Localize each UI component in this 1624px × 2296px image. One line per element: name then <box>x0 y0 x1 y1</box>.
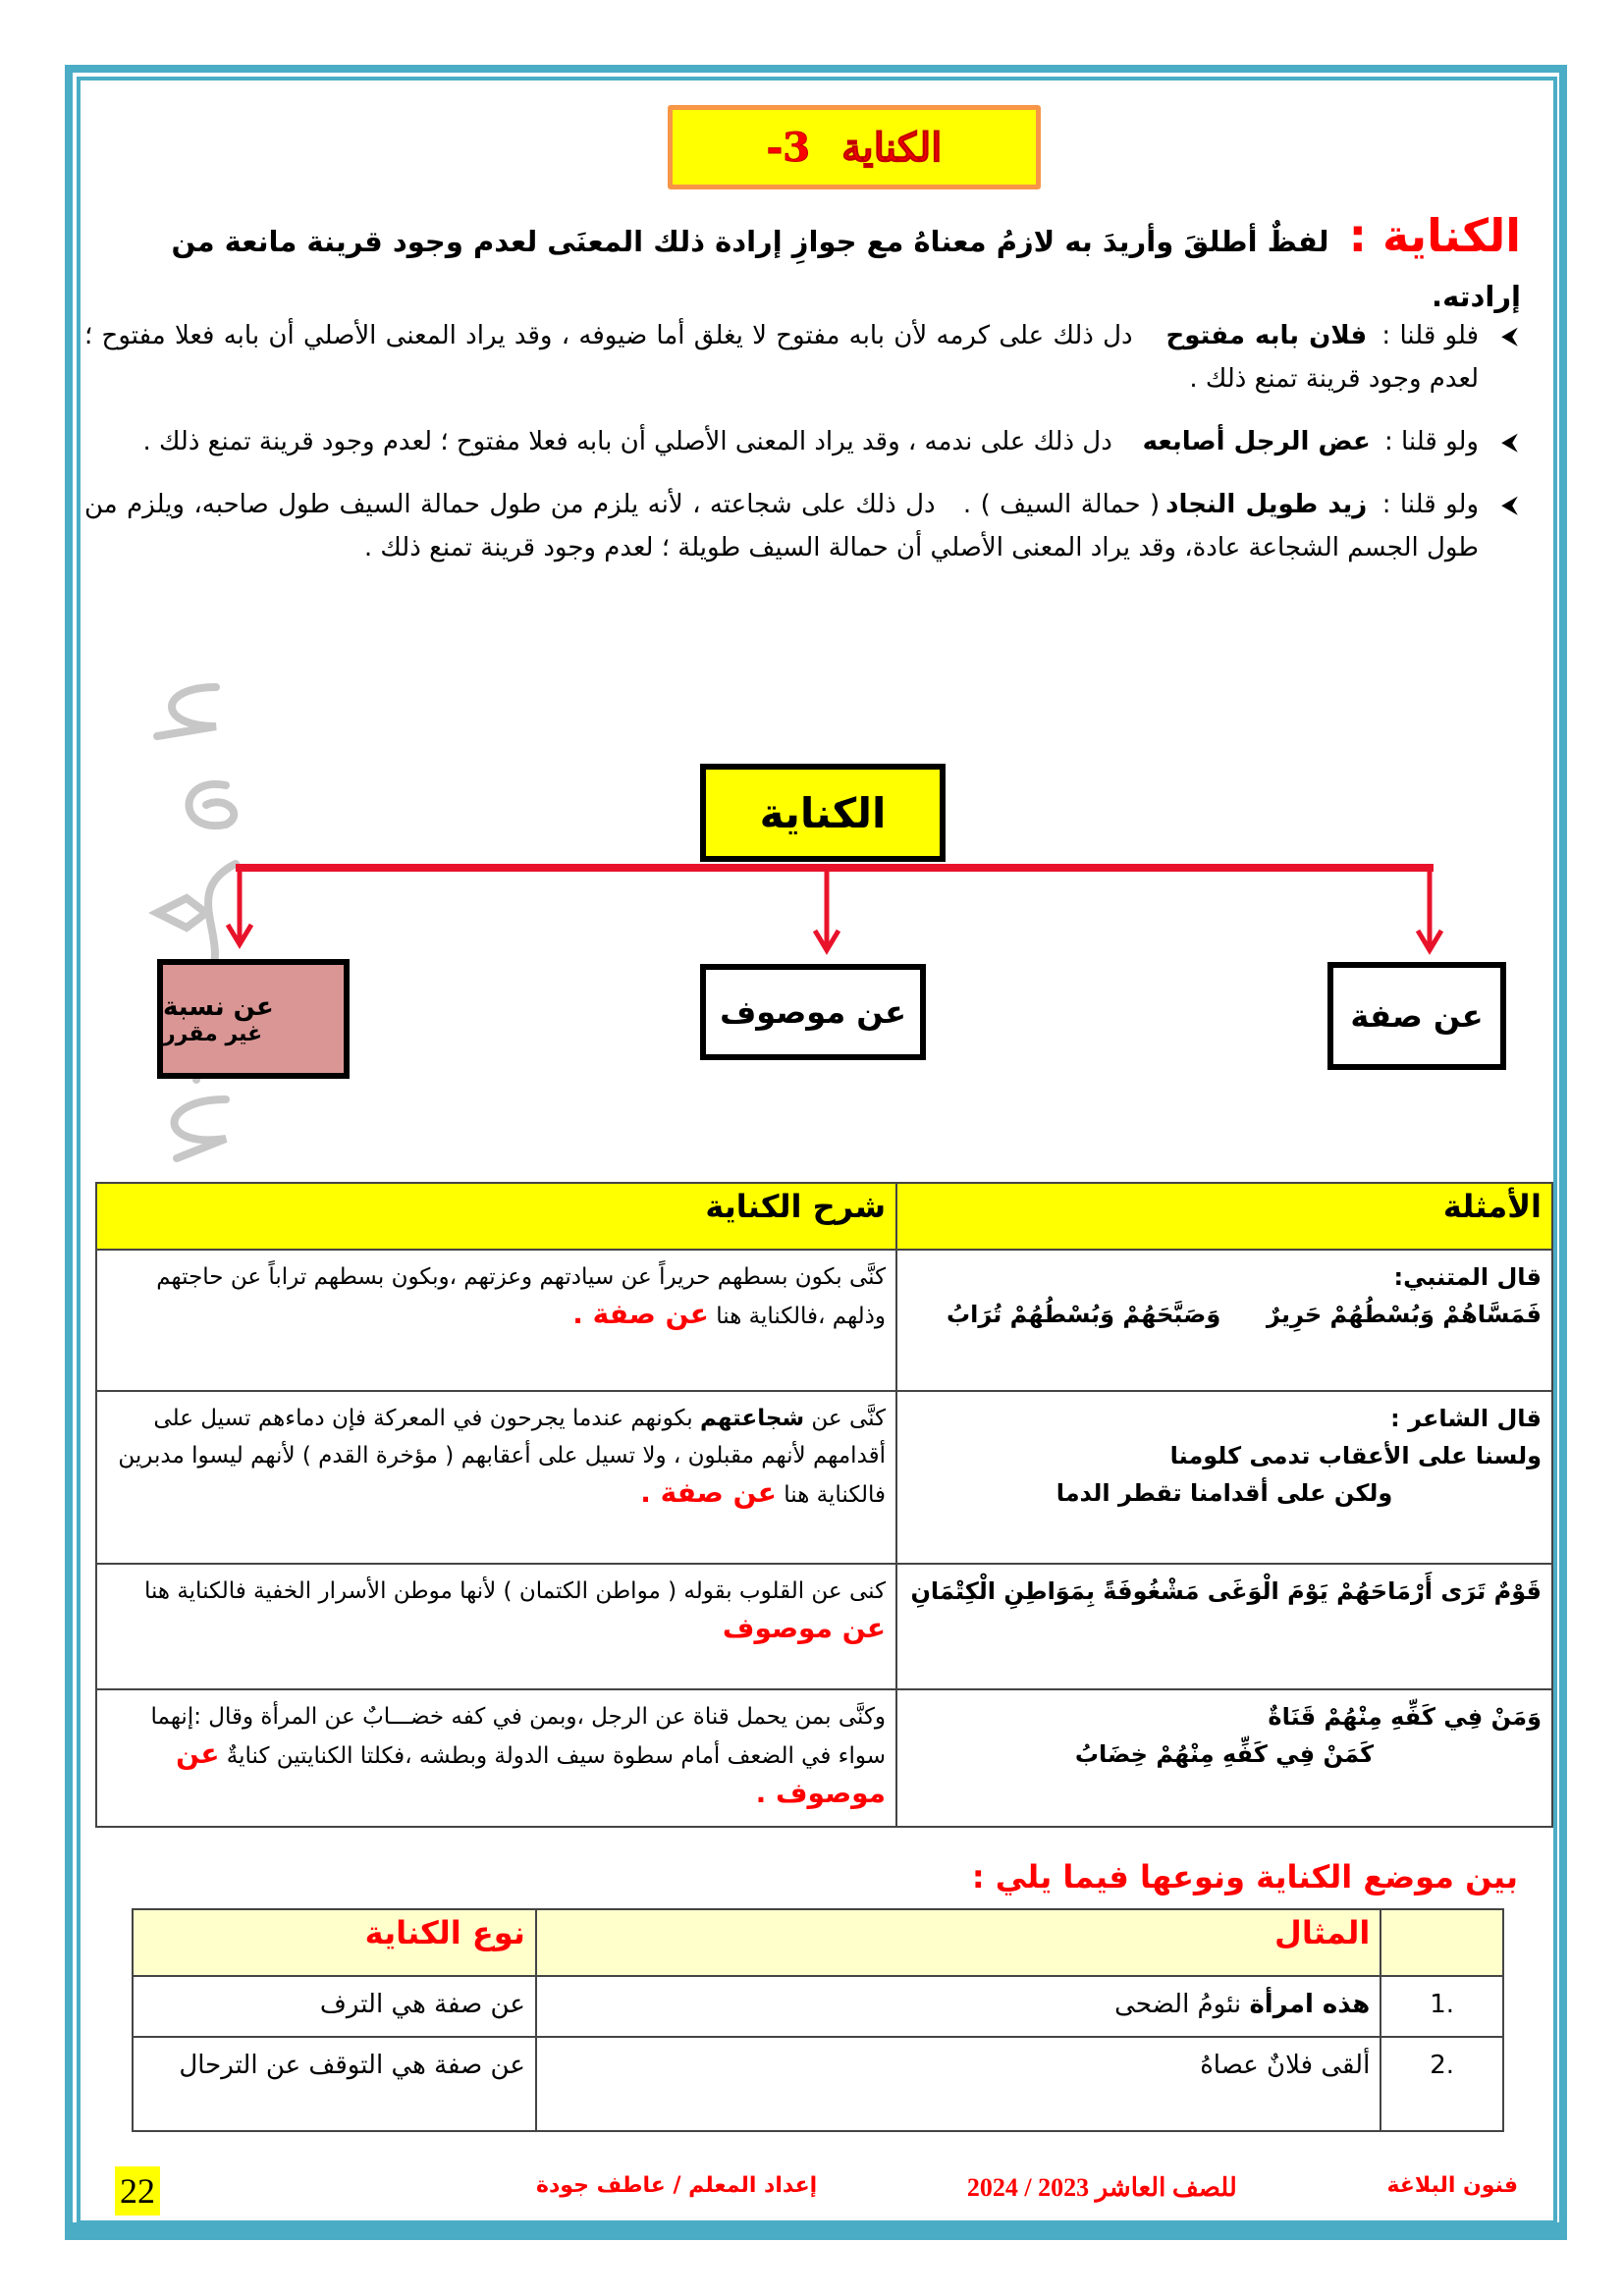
header-examples: الأمثلة <box>896 1183 1552 1250</box>
diagram-root-box: الكناية <box>700 764 946 862</box>
page-frame-bottom-bar <box>65 2230 1567 2240</box>
section-number: -3 <box>766 124 811 171</box>
diagram-box-label: عن موصوف <box>720 993 906 1031</box>
example-text: دل ذلك على شجاعته ، لأنه يلزم من طول حمالة السيف طول صاحبه، ويلزم من طول الجسم الشجاعة عادة، وقد يراد المعنى الأصلي أن حمالة السيف طويلة ؛ لعدم وجود قرينة تمنع ذلك . <box>84 490 1479 562</box>
definition-text: لفظٌ أطلقَ وأريدَ به لازمُ معناهُ مع جوازِ إرادة ذلك المعنَى لعدم وجود قرينة مانعة من إرادته. <box>171 225 1521 313</box>
example-phrase: فلان بابه مفتوح <box>1165 321 1368 350</box>
explanation-text: كنَّى بكون بسطهم حريراً عن سيادتهم وعزتهم ،وبكون بسطهم تراباً عن حاجتهم وذلهم ،فالكناية هنا <box>156 1264 887 1329</box>
footer-author: إعداد المعلم / عاطف جودة <box>536 2173 818 2198</box>
verse-line: وَمَنْ فِي كَفِّهِ مِنْهُمْ قَنَاةٌ <box>1268 1703 1542 1731</box>
table-header-row <box>133 1909 1503 1976</box>
table-row <box>133 1976 1503 2037</box>
diagram-box-label: عن نسبة <box>163 991 274 1022</box>
bullet-arrow-icon: ⮜ <box>1500 322 1518 349</box>
example-intro: قال المتنبي: <box>1393 1263 1542 1291</box>
table-row <box>96 1391 1552 1564</box>
example-cell <box>896 1564 1552 1689</box>
explanation-text: بكونهم عندما يجرحون في المعركة فإن دماءهم تسيل على أقدامهم لأنهم مقبلون ، ولا تسيل على أعقابهم ( مؤخرة القدم ) لأنهم ليسوا مدبرين فالكناية هنا <box>118 1406 887 1508</box>
explanation-bold: شجاعتهم <box>699 1406 805 1431</box>
section-title <box>668 105 1041 189</box>
example-phrase: زيد طويل النجاد <box>1165 490 1368 519</box>
page-number: 22 <box>115 2166 160 2216</box>
explanation-pre: كنَّى عن <box>811 1406 887 1431</box>
example-intro: قال الشاعر : <box>1390 1405 1542 1432</box>
example-lead: ولو قلنا : <box>1381 490 1480 519</box>
header-number <box>1380 1909 1503 1976</box>
kinaya-type: عن موصوف . <box>176 1737 887 1809</box>
kinaya-type: عن صفة . <box>640 1476 777 1509</box>
examples-table <box>95 1182 1553 1828</box>
explanation-cell <box>96 1391 896 1564</box>
page-footer <box>536 2173 1518 2203</box>
diagram-box-mawsuf <box>700 964 926 1060</box>
explanation-cell <box>96 1250 896 1391</box>
header-example: المثال <box>536 1909 1380 1976</box>
footer-subject: فنون البلاغة <box>1386 2173 1518 2198</box>
example-text: نئومُ الضحى <box>1114 1990 1242 2019</box>
definition-term: الكناية : <box>1348 209 1521 262</box>
table-row <box>96 1564 1552 1689</box>
verse-line: قَوْمٌ تَرَى أَرْمَاحَهُمْ يَوْمَ الْوَغَى مَشْغُوفَةً بِمَوَاطِنِ الْكِتْمَانِ <box>910 1577 1542 1605</box>
diagram-box-sublabel: غير مقرر <box>163 1021 263 1046</box>
exercise-title: بين موضع الكناية ونوعها فيما يلي : <box>971 1858 1518 1896</box>
example-cell <box>536 1976 1380 2037</box>
example-phrase: عض الرجل أصابعه <box>1142 427 1371 456</box>
explanation-cell <box>96 1564 896 1689</box>
verse-line: كَمَنْ فِي كَفِّهِ مِنْهُمْ خِضَابُ <box>1074 1740 1375 1768</box>
header-explanation: شرح الكناية <box>96 1183 896 1250</box>
example-cell <box>896 1689 1552 1827</box>
verse-line: ولسنا على الأعقاب تدمى كلومنا <box>1169 1442 1542 1469</box>
footer-grade-year: للصف العاشر 2023 / 2024 <box>966 2173 1237 2202</box>
section-title-text: الكناية <box>841 124 943 171</box>
example-text: دل ذلك على كرمه لأن بابه مفتوح لا يغلق أما ضيوفه ، وقد يراد المعنى الأصلي أن بابه فعلا مفتوح ؛ لعدم وجود قرينة تمنع ذلك . <box>84 321 1479 394</box>
header-type: نوع الكناية <box>133 1909 536 1976</box>
example-cell <box>896 1391 1552 1564</box>
type-cell: عن صفة هي التوقف عن الترحال <box>133 2037 536 2131</box>
explanation-text: وكنَّى بمن يحمل قناة عن الرجل ،وبمن في كفه خضـــابٌ عن المرأة وقال :إنهما سواء في الضعف أمام سطوة سيف الدولة وبطشه ،فكلتا الكنايتين كنايةٌ <box>150 1704 887 1769</box>
verse-second-half: وَصَبَّحَهُمْ وَبُسْطُهُمْ تُرَابُ <box>947 1301 1221 1328</box>
table-row <box>96 1689 1552 1827</box>
example-lead: ولو قلنا : <box>1383 427 1479 456</box>
example-cell <box>896 1250 1552 1391</box>
bullet-arrow-icon: ⮜ <box>1500 491 1518 518</box>
example-text: دل ذلك على ندمه ، وقد يراد المعنى الأصلي أن بابه فعلا مفتوح ؛ لعدم وجود قرينة تمنع ذلك . <box>142 427 1112 456</box>
explanation-cell <box>96 1689 896 1827</box>
example-item <box>84 314 1518 400</box>
row-number: 2. <box>1380 2037 1503 2131</box>
example-cell: ألقى فلانٌ عصاهُ <box>536 2037 1380 2131</box>
bullet-arrow-icon: ⮜ <box>1500 428 1518 455</box>
row-number: 1. <box>1380 1976 1503 2037</box>
verse-line: ولكن على أقدامنا تقطر الدما <box>1056 1479 1393 1507</box>
explanation-text: كنى عن القلوب بقوله ( مواطن الكتمان ) لأنها موطن الأسرار الخفية فالكناية هنا <box>143 1578 887 1604</box>
verse-first-half: فَمَسَّاهُمْ وَبُسْطُهُمْ حَرِيرٌ <box>1267 1301 1542 1328</box>
examples-list <box>84 314 1518 589</box>
type-cell: عن صفة هي الترف <box>133 1976 536 2037</box>
diagram-box-label: عن صفة <box>1350 997 1484 1035</box>
definition <box>87 208 1521 324</box>
table-row <box>96 1250 1552 1391</box>
verse <box>907 1296 1542 1333</box>
diagram-box-nisba <box>157 959 350 1079</box>
table-row <box>133 2037 1503 2131</box>
example-note: ( حمالة السيف ) . <box>962 490 1161 519</box>
example-lead: فلو قلنا : <box>1381 321 1480 350</box>
exercise-table <box>132 1908 1504 2132</box>
example-bold: هذه امرأة <box>1249 1990 1371 2019</box>
table-header-row <box>96 1183 1552 1250</box>
diagram-box-sifa <box>1327 962 1506 1070</box>
kinaya-type: عن موصوف <box>722 1612 887 1644</box>
example-item <box>84 420 1518 463</box>
kinaya-type: عن صفة . <box>572 1298 709 1330</box>
example-item <box>84 483 1518 569</box>
